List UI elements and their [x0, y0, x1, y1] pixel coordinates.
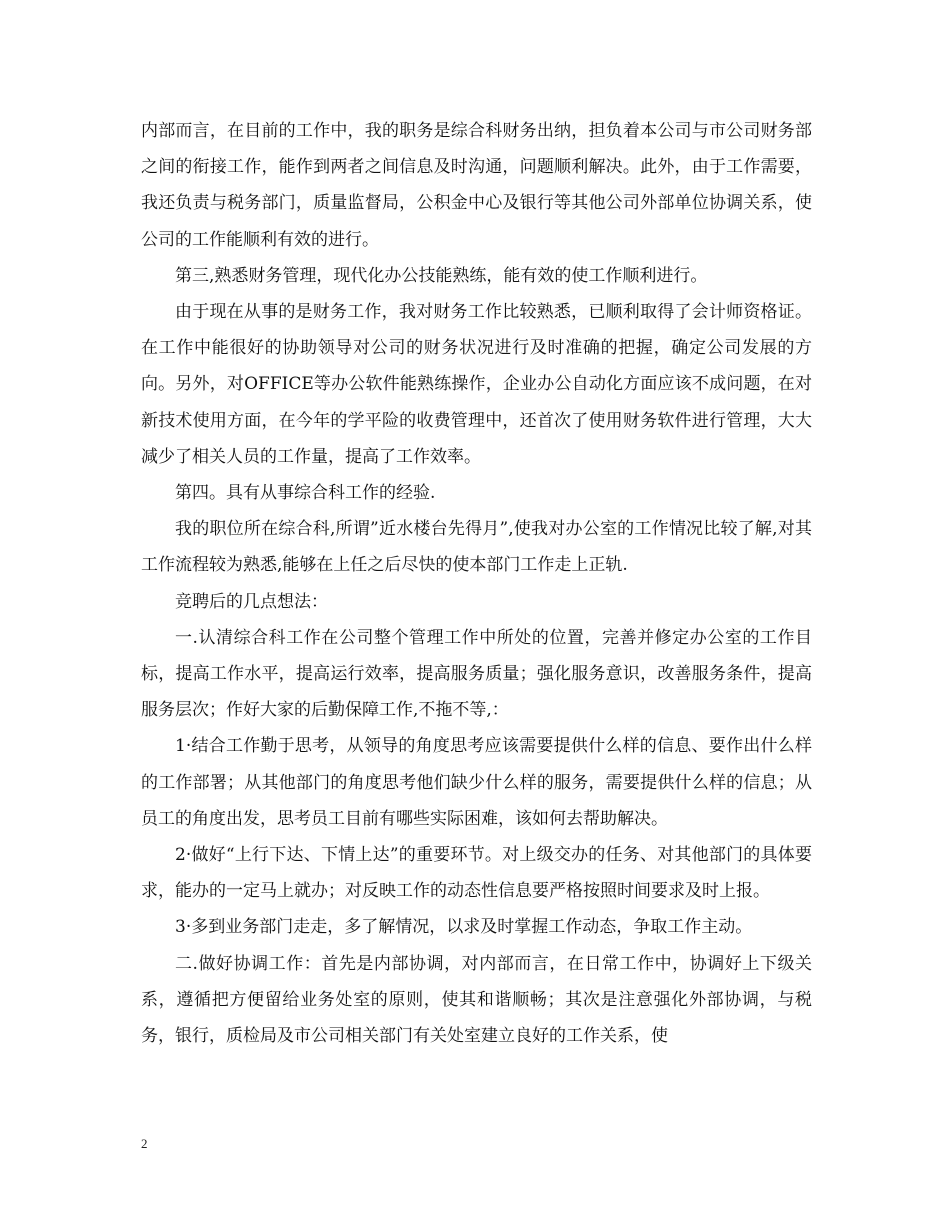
paragraph: 内部而言，在目前的工作中，我的职务是综合科财务出纳，担负着本公司与市公司财务部之间的衔接工作，能作到两者之间信息及时沟通，问题顺利解决。此外，由于工作需要，我还负责与税务部门，质量监督局，公积金中心及银行等其他公司外部单位协调关系，使公司的工作能顺利有效的进行。 — [141, 121, 812, 250]
paragraph: 一.认清综合科工作在公司整个管理工作中所处的位置，完善并修定办公室的工作目标，提高工作水平，提高运行效率，提高服务质量；强化服务意识，改善服务条件，提高服务层次；作好大家的后勤保障工作,不拖不等,： — [141, 627, 812, 721]
paragraph: 3·多到业务部门走走，多了解情况，以求及时掌握工作动态，争取工作主动。 — [175, 917, 753, 938]
paragraph: 我的职位所在综合科,所谓”近水楼台先得月”,使我对办公室的工作情况比较了解,对其工作流程较为熟悉,能够在上任之后尽快的使本部门工作走上正轨. — [141, 519, 812, 576]
paragraph: 第三,熟悉财务管理，现代化办公技能熟练，能有效的使工作顺利进行。 — [175, 265, 708, 286]
paragraph: 由于现在从事的是财务工作，我对财务工作比较熟悉，已顺利取得了会计师资格证。在工作中能很好的协助领导对公司的财务状况进行及时准确的把握，确定公司发展的方向。另外，对OFFICE等办公软件能熟练操作，企业办公自动化方面应该不成问题，在对新技术使用方面，在今年的学平险的收费管理中，还首次了使用财务软件进行管理，大大减少了相关人员的工作量，提高了工作效率。 — [141, 302, 812, 467]
paragraph: 2·做好“上行下达、下情上达”的重要环节。对上级交办的任务、对其他部门的具体要求，能办的一定马上就办；对反映工作的动态性信息要严格按照时间要求及时上报。 — [141, 845, 812, 902]
document-body — [141, 113, 812, 1054]
paragraph: 第四。具有从事综合科工作的经验. — [175, 483, 436, 504]
page-number: 2 — [141, 1136, 148, 1151]
paragraph: 竞聘后的几点想法： — [175, 591, 328, 612]
paragraph: 1·结合工作勤于思考，从领导的角度思考应该需要提供什么样的信息、要作出什么样的工作部署；从其他部门的角度思考他们缺少什么样的服务，需要提供什么样的信息；从员工的角度出发，思考员工目前有哪些实际困难，该如何去帮助解决。 — [141, 736, 812, 829]
paragraph: 二.做好协调工作：首先是内部协调，对内部而言，在日常工作中，协调好上下级关系，遵循把方便留给业务处室的原则，使其和谐顺畅；其次是注意强化外部协调，与税务，银行，质检局及市公司相关部门有关处室建立良好的工作关系，使 — [141, 953, 812, 1047]
